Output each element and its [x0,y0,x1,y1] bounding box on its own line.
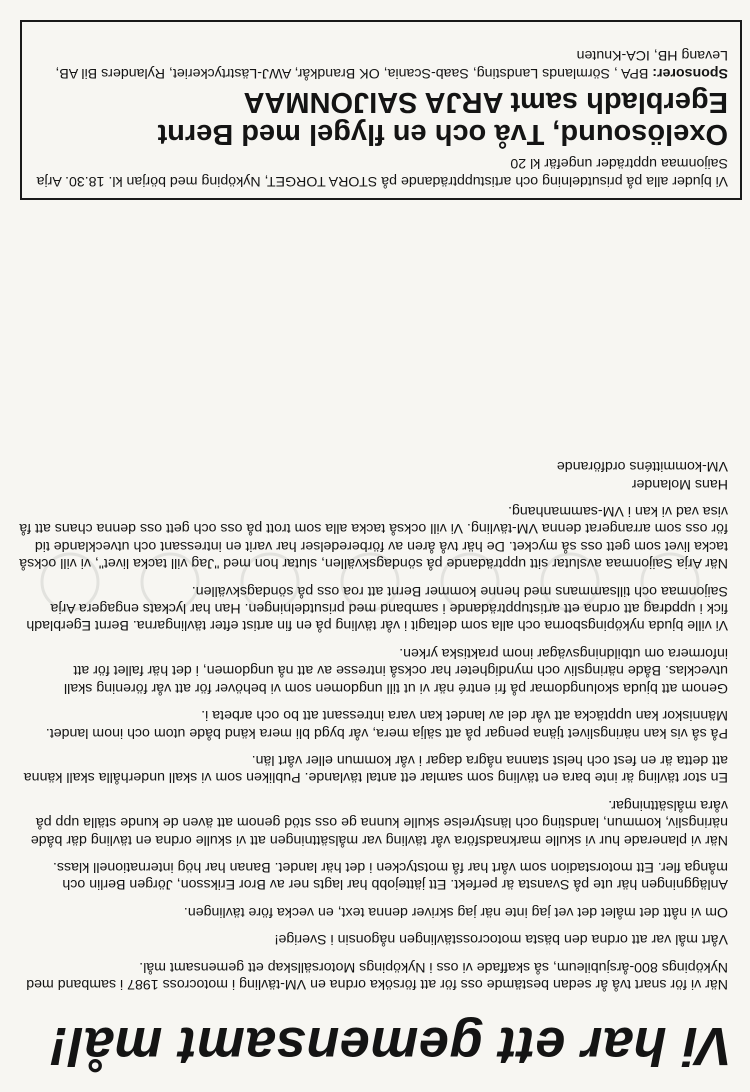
event-invite-box [20,20,742,200]
paragraph: Vi ville bjuda nyköpingsborna och alla som deltagit i vår tävling på en fin artist efter tävlingarna. Bernt Egerbladh fick i uppdrag att ordna ett artistuppträdande i samband med prisutdelningen. Han har lyckats engagera Arja Saijonmaa och tillsammans med henne kommer Bernt att roa oss på söndagskvällen. [26,582,728,634]
paragraph: På så vis kan näringslivet tjäna pengar på att sälja mera, vår bygd bli mera känd både utom och inom landet. Människor kan upptäcka att vår del av landet kan vara intressant att bo och arbeta i. [45,707,728,741]
paragraph: Anläggningen här ute på Svansta är perfekt. Ett jättejobb har lagts ner av Bror Eriksson, Jörgen Berlin och många fler. Ett motorstadion som vårt har få motstycken i det här landet. Banan har hög internationell klass. [52,858,728,893]
article-body [16,457,728,992]
paragraph: Vårt mål var att ordna den bästa motocrosstävlingen någonsin i Sverige! [274,931,728,948]
sponsor-label: Sponsorer: [652,65,728,81]
paragraph: När vi för snart två år sedan bestämde oss för att försöka ordna en VM-tävling i motocross 1987 i samband med Nyköpings 800-årsjubileum, så skaffade vi oss i Nyköpings Motorsällskap ett gemensamt mål. [26,958,728,992]
invite-text: Vi bjuder alla på prisutdelning och artistuppträdande på STORA TORGET, Nyköping med början kl. 18.30. Arja Saijonmaa uppträder ungefär kl 20 [36,155,728,189]
paragraph: En stor tävling är inte bara en tävling som samlar ett antal tävlande. Publiken som vi skall underhålla skall känna att detta är en fest och helst stanna några dagar i vår kommun eller vårt län. [23,751,728,786]
paragraph: När Arja Saijonmaa avslutar sitt uppträdande på söndagskvällen, slutar hon med "Jag vill tacka livet", vi vill också tacka livet som gett oss så mycket. De här två åren av förberedelser har varit en intressant och utvecklande tid för oss som arrangerat denna VM-tävling. Vi vill också tacka alla som trott på oss och gett oss denna chans att få visa vad vi kan i VM-sammanhang. [19,503,728,572]
signature-name: Hans Molander [631,475,728,492]
sponsor-line [34,46,728,82]
paragraph: När vi planerade hur vi skulle marknadsföra vår tävling var målsättningen att vi skulle ordna en tävling där både näringsliv, kommun, landsting och länstyrelse skulle kunna ge oss stöd genom att även de kunde ställa upp på våra målsättningar. [30,796,728,848]
event-title: Oxelösound, Två och en flygel med Bernt Egerbladh samt ARJA SAIJONMAA [157,86,728,150]
paragraph: Genom att bjuda skolungdomar på fri entré när vi ut till ungdomen som vi behöver för att vår förening skall utvecklas. Både näringsliv och myndigheter har också intresse av att nå ungdomen, i det här fallet för att informera om utbildningsvägar inom praktiska yrken. [64,644,728,696]
sponsor-list: BPA , Sörmlands Landsting, Saab-Scania, OK Brandkår, AWJ-Lästrtyckeriet, Rylanders Bil AB, Levang HB, ICA-Knuten [55,47,728,81]
paragraph: Om vi nått det målet det vet jag inte när jag skriver denna text, en vecka före tävlingen. [183,903,728,920]
headline: Vi har ett gemensamt mål! [49,1016,732,1076]
signature-block [16,457,728,492]
signature-role: VM-kommitténs ordförande [556,458,728,475]
